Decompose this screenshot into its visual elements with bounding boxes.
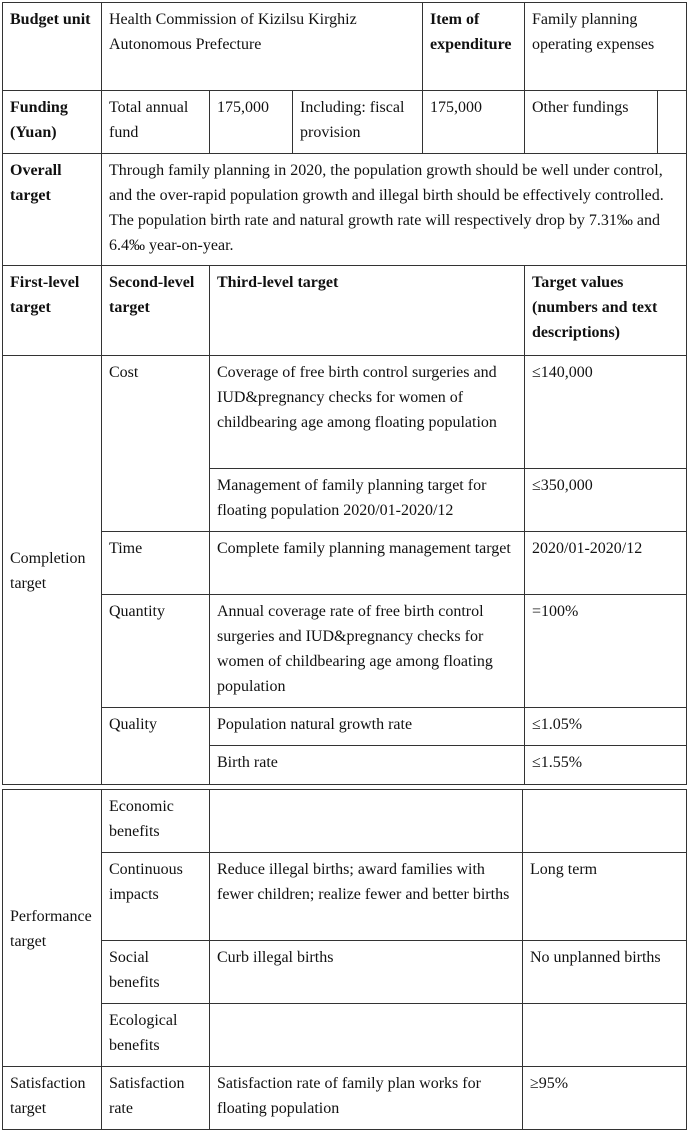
economic-benefits-target <box>210 790 523 853</box>
header-second-level: Second-level target <box>102 266 210 356</box>
ecological-benefits-target <box>210 1004 523 1067</box>
completion-target-label: Completion target <box>3 356 102 785</box>
funding-label: Funding (Yuan) <box>3 91 102 154</box>
total-annual-fund-label: Total annual fund <box>102 91 210 154</box>
time-value: 2020/01-2020/12 <box>525 532 687 595</box>
satisfaction-target-label: Satisfaction target <box>3 1067 102 1130</box>
quality-target-1: Population natural growth rate <box>210 708 525 746</box>
ecological-benefits-label: Ecological benefits <box>102 1004 210 1067</box>
budget-unit-label: Budget unit <box>3 3 102 91</box>
cost-value-2: ≤350,000 <box>525 469 687 532</box>
satisfaction-rate-label: Satisfaction rate <box>102 1067 210 1130</box>
budget-target-table <box>2 2 687 785</box>
overall-target-text: Through family planning in 2020, the population growth should be well under control, and the over-rapid population growth and illegal birth should be effectively controlled. The population birth rate and natural growth rate will respectively drop by 7.31‰ and 6.4‰ year-on-year. <box>102 154 687 266</box>
continuous-impacts-target: Reduce illegal births; award families with fewer children; realize fewer and better births <box>210 853 523 941</box>
social-benefits-label: Social benefits <box>102 941 210 1004</box>
cost-label: Cost <box>102 356 210 532</box>
other-fundings-label: Other fundings <box>525 91 658 154</box>
item-of-expenditure-label: Item of expenditure <box>423 3 525 91</box>
quantity-target: Annual coverage rate of free birth control surgeries and IUD&pregnancy checks for women of childbearing age among floating population <box>210 595 525 708</box>
satisfaction-value: ≥95% <box>523 1067 687 1130</box>
performance-target-label: Performance target <box>3 790 102 1067</box>
total-annual-fund-value: 175,000 <box>210 91 293 154</box>
continuous-impacts-value: Long term <box>523 853 687 941</box>
header-target-values: Target values (numbers and text descriptions) <box>525 266 687 356</box>
quality-value-2: ≤1.55% <box>525 746 687 785</box>
header-first-level: First-level target <box>3 266 102 356</box>
quality-target-2: Birth rate <box>210 746 525 785</box>
satisfaction-target: Satisfaction rate of family plan works for floating population <box>210 1067 523 1130</box>
ecological-benefits-value <box>523 1004 687 1067</box>
other-fundings-value <box>658 91 687 154</box>
fiscal-provision-label: Including: fiscal provision <box>293 91 423 154</box>
time-label: Time <box>102 532 210 595</box>
economic-benefits-value <box>523 790 687 853</box>
cost-target-2: Management of family planning target for floating population 2020/01-2020/12 <box>210 469 525 532</box>
overall-target-label: Overall target <box>3 154 102 266</box>
continuous-impacts-label: Continuous impacts <box>102 853 210 941</box>
economic-benefits-label: Economic benefits <box>102 790 210 853</box>
fiscal-provision-value: 175,000 <box>423 91 525 154</box>
budget-unit-value: Health Commission of Kizilsu Kirghiz Autonomous Prefecture <box>102 3 423 91</box>
header-third-level: Third-level target <box>210 266 525 356</box>
time-target: Complete family planning management target <box>210 532 525 595</box>
quantity-value: =100% <box>525 595 687 708</box>
social-benefits-target: Curb illegal births <box>210 941 523 1004</box>
cost-target-1: Coverage of free birth control surgeries and IUD&pregnancy checks for women of childbearing age among floating population <box>210 356 525 469</box>
cost-value-1: ≤140,000 <box>525 356 687 469</box>
performance-table <box>2 789 687 1130</box>
item-of-expenditure-value: Family planning operating expenses <box>525 3 687 91</box>
quality-label: Quality <box>102 708 210 785</box>
quality-value-1: ≤1.05% <box>525 708 687 746</box>
quantity-label: Quantity <box>102 595 210 708</box>
social-benefits-value: No unplanned births <box>523 941 687 1004</box>
